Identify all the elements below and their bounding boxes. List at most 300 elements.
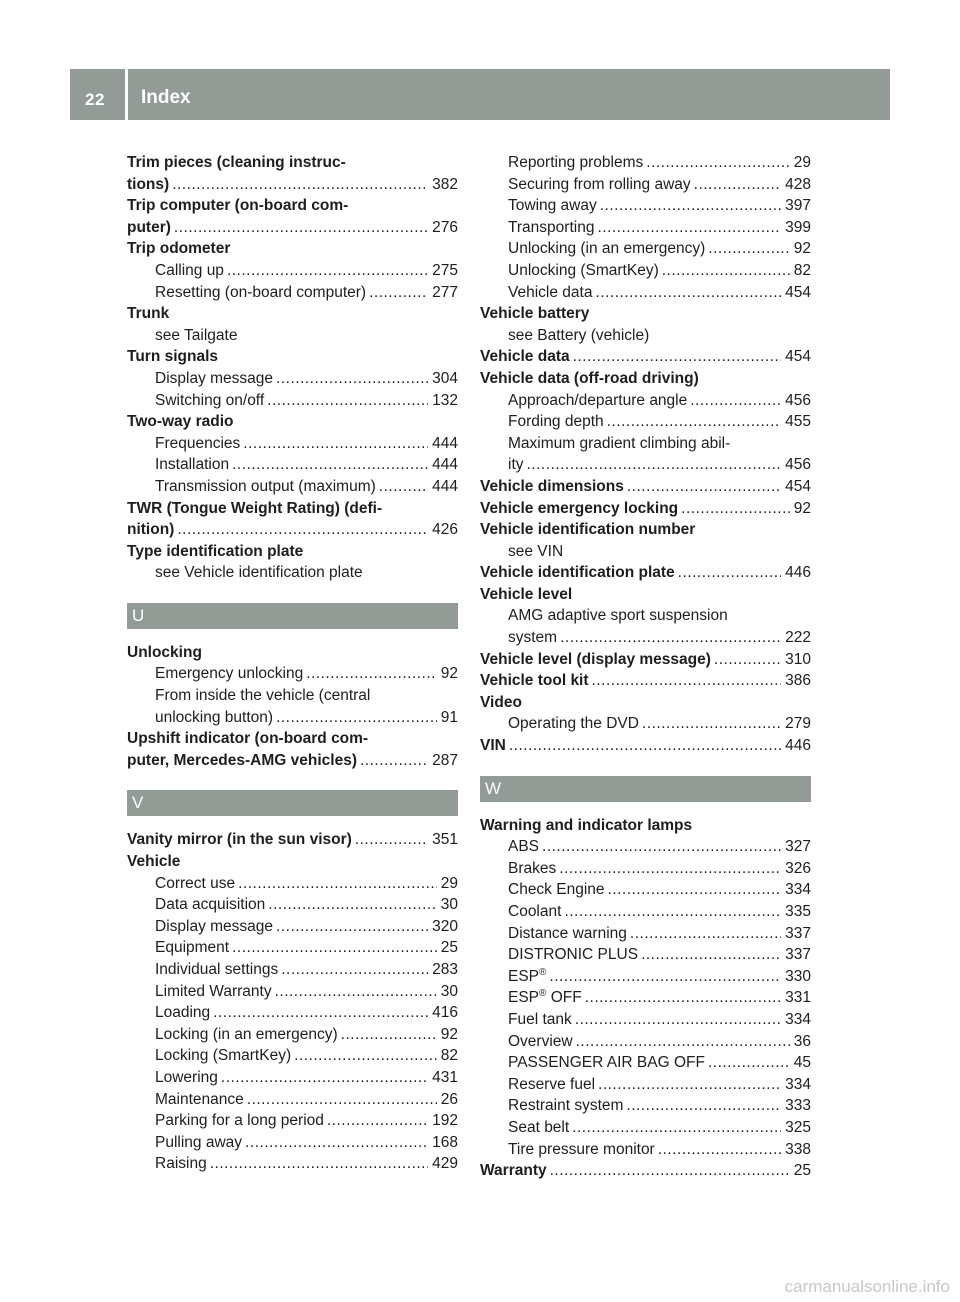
index-entry: [480, 519, 811, 541]
page-reference: 351: [432, 831, 458, 849]
entry-term: Trip odometer: [127, 240, 231, 258]
dot-leader: [678, 562, 781, 584]
page-reference: 334: [785, 1075, 811, 1093]
dot-leader: [708, 1052, 790, 1074]
entry-term: Maintenance: [155, 1090, 244, 1108]
page-reference: 456: [785, 391, 811, 409]
entry-term: Unlocking: [127, 643, 202, 661]
entry-term: Vehicle dimensions: [480, 477, 624, 495]
index-entry: [127, 829, 458, 851]
index-entry: [480, 692, 811, 714]
entry-term: see Tailgate: [155, 326, 238, 344]
dot-leader: [276, 916, 428, 938]
entry-term: Vehicle data: [508, 283, 593, 301]
entry-term: see Vehicle identification plate: [155, 564, 363, 582]
dot-leader: [247, 1089, 437, 1111]
index-column-right: [480, 152, 811, 1182]
entry-term: unlocking button): [155, 708, 274, 726]
page-reference: 30: [440, 982, 458, 1000]
entry-term: see VIN: [508, 542, 564, 560]
page-reference: 399: [785, 218, 811, 236]
entry-term: nition): [127, 521, 175, 539]
page-reference: 337: [785, 924, 811, 942]
page-reference: 277: [432, 283, 458, 301]
page-reference: 454: [785, 477, 811, 495]
section-letter: W: [480, 776, 811, 802]
entry-term: Emergency unlocking: [155, 665, 304, 683]
dot-leader: [600, 195, 781, 217]
entry-term: Reserve fuel: [508, 1075, 596, 1093]
page-reference: 304: [432, 369, 458, 387]
page-reference: 326: [785, 859, 811, 877]
entry-term: Securing from rolling away: [508, 175, 691, 193]
entry-term: Frequencies: [155, 434, 241, 452]
dot-leader: [576, 1031, 790, 1053]
index-subentry: [127, 562, 458, 584]
index-subentry: [127, 454, 458, 476]
dot-leader: [658, 1139, 781, 1161]
page-reference: 287: [432, 751, 458, 769]
dot-leader: [549, 966, 781, 988]
page-reference: 333: [785, 1097, 811, 1115]
page-reference: 25: [440, 939, 458, 957]
index-subentry: [127, 282, 458, 304]
dot-leader: [681, 498, 790, 520]
index-subentry: [127, 873, 458, 895]
entry-term: ity: [508, 456, 524, 474]
entry-term: Unlocking (in an emergency): [508, 240, 706, 258]
page-reference: 444: [432, 456, 458, 474]
entry-term: Vehicle: [127, 853, 181, 871]
dot-leader: [542, 836, 781, 858]
index-subentry: [127, 1110, 458, 1132]
index-subentry: [127, 981, 458, 1003]
index-subentry: [127, 325, 458, 347]
page-reference: 82: [793, 261, 811, 279]
index-subentry: [480, 433, 811, 455]
entry-term: Trunk: [127, 305, 170, 323]
entry-term: Vehicle tool kit: [480, 672, 589, 690]
watermark: carmanualsonline.info: [784, 1277, 950, 1297]
page-reference: 456: [785, 456, 811, 474]
entry-term: Equipment: [155, 939, 230, 957]
index-entry: [127, 498, 458, 520]
dot-leader: [509, 735, 781, 757]
page-reference: 454: [785, 348, 811, 366]
entry-term: Two-way radio: [127, 413, 234, 431]
dot-leader: [597, 217, 781, 239]
page-reference: 386: [785, 672, 811, 690]
page-reference: 446: [785, 737, 811, 755]
index-subentry: [480, 195, 811, 217]
dot-leader: [227, 260, 428, 282]
dot-leader: [268, 894, 436, 916]
page-reference: 382: [432, 175, 458, 193]
page-reference: 325: [785, 1118, 811, 1136]
entry-term: Vanity mirror (in the sun visor): [127, 831, 352, 849]
entry-term: Loading: [155, 1004, 211, 1022]
page-reference: 397: [785, 197, 811, 215]
entry-term: Upshift indicator (on-board com-: [127, 730, 369, 748]
page-reference: 279: [785, 715, 811, 733]
page-reference: 338: [785, 1140, 811, 1158]
index-subentry: [480, 260, 811, 282]
dot-leader: [595, 282, 781, 304]
index-entry: [480, 735, 811, 757]
index-entry: [127, 238, 458, 260]
dot-leader: [608, 879, 782, 901]
index-subentry: [480, 411, 811, 433]
entry-term: Individual settings: [155, 961, 279, 978]
index-entry: [480, 562, 811, 584]
index-subentry: [480, 238, 811, 260]
index-subentry: [480, 1031, 811, 1053]
page-header: [70, 69, 890, 120]
dot-leader: [245, 1132, 428, 1154]
dot-leader: [708, 238, 789, 260]
index-subentry: [480, 174, 811, 196]
index-subentry: [480, 987, 811, 1009]
section-title: Index: [141, 87, 191, 108]
entry-term: Switching on/off: [155, 391, 265, 409]
index-entry: [127, 728, 458, 750]
entry-term: tions): [127, 175, 170, 193]
entry-term: Parking for a long period: [155, 1112, 324, 1130]
dot-leader: [232, 937, 437, 959]
page-reference: 334: [785, 1010, 811, 1028]
index-subentry: [480, 858, 811, 880]
entry-term: From inside the vehicle (central: [155, 687, 371, 705]
dot-leader: [276, 368, 428, 390]
dot-leader: [177, 519, 428, 541]
entry-term: Reporting problems: [508, 154, 644, 171]
entry-term: Approach/departure angle: [508, 391, 688, 409]
dot-leader: [527, 454, 782, 476]
index-subentry: [127, 390, 458, 412]
dot-leader: [642, 713, 781, 735]
entry-term: Resetting (on-board computer): [155, 283, 367, 301]
dot-leader: [281, 959, 428, 981]
index-subentry: [480, 627, 811, 649]
dot-leader: [379, 476, 428, 498]
index-subentry: [480, 1052, 811, 1074]
entry-term: ESP® OFF: [508, 988, 582, 1007]
entry-term: TWR (Tongue Weight Rating) (defi-: [127, 499, 383, 517]
dot-leader: [592, 670, 782, 692]
entry-term: Operating the DVD: [508, 715, 639, 733]
index-entry: [480, 670, 811, 692]
entry-term: Transporting: [508, 218, 595, 236]
index-entry: [127, 217, 458, 239]
index-entry: [480, 584, 811, 606]
entry-term: ABS: [508, 838, 540, 856]
index-subentry: [127, 1153, 458, 1175]
page-reference: 26: [440, 1090, 458, 1108]
entry-term: ESP®: [508, 966, 547, 985]
dot-leader: [550, 1160, 790, 1182]
index-subentry: [127, 1132, 458, 1154]
page-reference: 82: [440, 1047, 458, 1065]
dot-leader: [626, 1095, 781, 1117]
entry-term: Coolant: [508, 903, 562, 920]
entry-term: VIN: [480, 737, 506, 755]
index-entry: [480, 1160, 811, 1182]
index-entry: [127, 303, 458, 325]
entry-term: Display message: [155, 369, 274, 387]
dot-leader: [641, 944, 781, 966]
entry-term: Turn signals: [127, 348, 219, 366]
page-reference: 91: [440, 708, 458, 726]
page-reference: 426: [432, 521, 458, 539]
entry-term: Locking (SmartKey): [155, 1047, 292, 1065]
index-subentry: [127, 937, 458, 959]
dot-leader: [575, 1009, 781, 1031]
entry-term: Vehicle data: [480, 348, 570, 366]
index-subentry: [480, 541, 811, 563]
entry-term: Type identification plate: [127, 542, 304, 560]
dot-leader: [572, 1117, 781, 1139]
dot-leader: [607, 411, 781, 433]
page-reference: 330: [785, 967, 811, 985]
index-subentry: [127, 663, 458, 685]
page-reference: 310: [785, 650, 811, 668]
entry-term: Seat belt: [508, 1118, 570, 1136]
page-reference: 327: [785, 838, 811, 856]
index-subentry: [127, 959, 458, 981]
entry-term: Overview: [508, 1032, 573, 1050]
index-subentry: [480, 944, 811, 966]
dot-leader: [573, 346, 782, 368]
page-reference: 25: [793, 1162, 811, 1180]
dot-leader: [369, 282, 428, 304]
dot-leader: [172, 174, 428, 196]
dot-leader: [276, 707, 437, 729]
index-subentry: [127, 1067, 458, 1089]
index-subentry: [480, 325, 811, 347]
index-subentry: [127, 1024, 458, 1046]
page-reference: 416: [432, 1004, 458, 1022]
index-subentry: [127, 433, 458, 455]
entry-term: Vehicle level (display message): [480, 650, 711, 668]
page-reference: 29: [440, 874, 458, 892]
page-reference: 92: [793, 499, 811, 517]
entry-term: Unlocking (SmartKey): [508, 261, 659, 279]
dot-leader: [598, 1074, 781, 1096]
entry-term: Towing away: [508, 197, 597, 215]
dot-leader: [210, 1153, 428, 1175]
dot-leader: [232, 454, 428, 476]
index-subentry: [480, 454, 811, 476]
page-reference: 444: [432, 434, 458, 452]
page-reference: 331: [785, 989, 811, 1007]
entry-term: Trim pieces (cleaning instruc-: [127, 154, 346, 171]
page-reference: 132: [432, 391, 458, 409]
entry-term: Installation: [155, 456, 230, 474]
index-subentry: [127, 916, 458, 938]
page-reference: 320: [432, 917, 458, 935]
index-entry: [127, 411, 458, 433]
index-subentry: [127, 1045, 458, 1067]
index-subentry: [127, 1002, 458, 1024]
entry-term: puter, Mercedes-AMG vehicles): [127, 751, 357, 769]
page-reference: 92: [440, 665, 458, 683]
index-subentry: [480, 605, 811, 627]
entry-term: DISTRONIC PLUS: [508, 946, 639, 964]
entry-term: Pulling away: [155, 1133, 243, 1151]
dot-leader: [559, 858, 781, 880]
entry-term: Lowering: [155, 1068, 218, 1086]
index-subentry: [480, 1117, 811, 1139]
entry-term: Correct use: [155, 874, 236, 892]
index-subentry: [480, 1074, 811, 1096]
page-number: 22: [85, 90, 105, 109]
entry-term: Vehicle identification plate: [480, 564, 675, 582]
dot-leader: [662, 260, 790, 282]
entry-term: PASSENGER AIR BAG OFF: [508, 1054, 705, 1072]
entry-term: AMG adaptive sport suspension: [508, 607, 728, 625]
entry-term: Distance warning: [508, 924, 627, 942]
dot-leader: [690, 390, 781, 412]
page-reference: 444: [432, 477, 458, 495]
entry-term: Locking (in an emergency): [155, 1025, 338, 1043]
page-reference: 275: [432, 261, 458, 279]
index-entry: [127, 642, 458, 664]
entry-term: Limited Warranty: [155, 982, 272, 1000]
index-subentry: [127, 894, 458, 916]
entry-term: Vehicle battery: [480, 305, 590, 323]
page-reference: 92: [793, 240, 811, 258]
index-subentry: [480, 282, 811, 304]
entry-term: Vehicle emergency locking: [480, 499, 679, 517]
index-subentry: [127, 368, 458, 390]
page-reference: 283: [432, 961, 458, 978]
index-entry: [480, 649, 811, 671]
page-reference: 428: [785, 175, 811, 193]
page-reference: 168: [432, 1133, 458, 1151]
index-entry: [480, 815, 811, 837]
page-reference: 92: [440, 1025, 458, 1043]
entry-term: Vehicle level: [480, 585, 573, 603]
entry-term: Transmission output (maximum): [155, 477, 376, 495]
section-letter: V: [127, 790, 458, 816]
index-column-left: [127, 152, 458, 1175]
page-reference: 276: [432, 218, 458, 236]
entry-term: Raising: [155, 1155, 207, 1173]
dot-leader: [267, 390, 428, 412]
page-reference: 45: [793, 1054, 811, 1072]
dot-leader: [627, 476, 781, 498]
index-subentry: [480, 1095, 811, 1117]
index-entry: [127, 152, 458, 174]
entry-term: Fuel tank: [508, 1010, 572, 1028]
page-reference: 36: [793, 1032, 811, 1050]
index-subentry: [480, 923, 811, 945]
dot-leader: [238, 873, 437, 895]
index-subentry: [480, 901, 811, 923]
index-entry: [127, 174, 458, 196]
index-subentry: [127, 260, 458, 282]
dot-leader: [341, 1024, 437, 1046]
index-subentry: [480, 390, 811, 412]
entry-term: Trip computer (on-board com-: [127, 197, 349, 215]
dot-leader: [694, 174, 781, 196]
dot-leader: [213, 1002, 428, 1024]
index-subentry: [480, 217, 811, 239]
index-subentry: [480, 1009, 811, 1031]
dot-leader: [714, 649, 781, 671]
section-letter: U: [127, 603, 458, 629]
entry-term: Maximum gradient climbing abil-: [508, 434, 731, 452]
dot-leader: [275, 981, 437, 1003]
page-reference: 335: [785, 903, 811, 920]
header-divider: [125, 69, 128, 120]
dot-leader: [306, 663, 437, 685]
entry-term: Calling up: [155, 261, 224, 279]
page-reference: 30: [440, 896, 458, 914]
page-reference: 431: [432, 1068, 458, 1086]
page-reference: 429: [432, 1155, 458, 1173]
entry-term: Display message: [155, 917, 274, 935]
dot-leader: [630, 923, 781, 945]
index-subentry: [480, 879, 811, 901]
entry-term: puter): [127, 218, 171, 236]
page-reference: 222: [785, 629, 811, 647]
page-reference: 455: [785, 413, 811, 431]
index-entry: [127, 851, 458, 873]
entry-term: system: [508, 629, 558, 647]
index-subentry: [480, 836, 811, 858]
entry-term: Video: [480, 693, 522, 711]
index-subentry: [127, 707, 458, 729]
dot-leader: [174, 217, 428, 239]
index-subentry: [480, 152, 811, 174]
index-subentry: [127, 1089, 458, 1111]
dot-leader: [360, 750, 428, 772]
entry-term: Check Engine: [508, 881, 605, 899]
index-entry: [127, 519, 458, 541]
page-reference: 29: [793, 154, 811, 171]
index-entry: [480, 346, 811, 368]
index-entry: [480, 303, 811, 325]
entry-term: Restraint system: [508, 1097, 624, 1115]
page-reference: 334: [785, 881, 811, 899]
dot-leader: [355, 829, 428, 851]
entry-term: Warranty: [480, 1162, 547, 1180]
dot-leader: [221, 1067, 428, 1089]
dot-leader: [585, 987, 781, 1009]
dot-leader: [564, 901, 781, 923]
index-subentry: [480, 966, 811, 988]
dot-leader: [294, 1045, 437, 1067]
dot-leader: [560, 627, 781, 649]
entry-term: Vehicle data (off-road driving): [480, 369, 699, 387]
dot-leader: [243, 433, 428, 455]
index-entry: [127, 750, 458, 772]
index-entry: [480, 368, 811, 390]
index-subentry: [480, 1139, 811, 1161]
index-entry: [127, 541, 458, 563]
entry-term: Vehicle identification number: [480, 521, 696, 539]
entry-term: see Battery (vehicle): [508, 326, 650, 344]
index-subentry: [127, 685, 458, 707]
index-subentry: [480, 713, 811, 735]
dot-leader: [646, 152, 789, 174]
page-reference: 192: [432, 1112, 458, 1130]
index-entry: [480, 498, 811, 520]
entry-term: Tire pressure monitor: [508, 1140, 655, 1158]
index-entry: [480, 476, 811, 498]
page-reference: 446: [785, 564, 811, 582]
